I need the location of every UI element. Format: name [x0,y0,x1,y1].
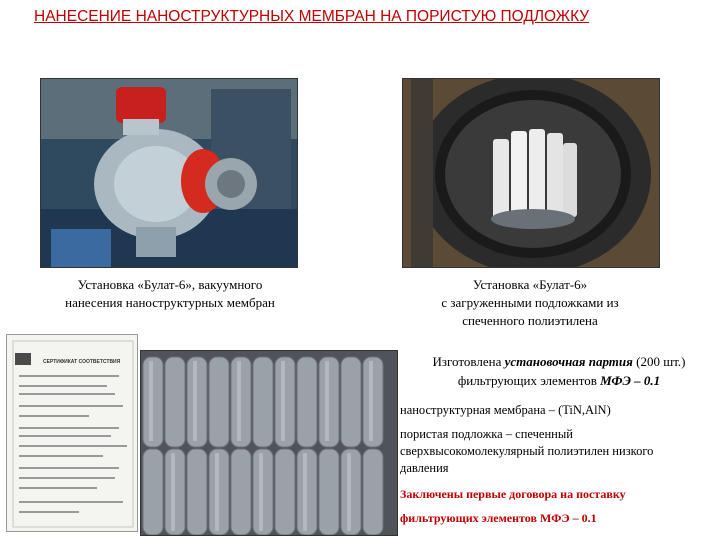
substrate-info: пористая подложка – спеченный сверхвысокомолекулярный полиэтилен низкого давления [400,427,654,475]
contracts-info [400,482,716,530]
left-photo-caption [20,276,320,312]
caption-line: Установка «Булат-6», вакуумного [77,277,263,292]
certificate-document-photo [6,334,138,532]
right-photo-caption [380,276,680,330]
batch-info [400,352,718,390]
vacuum-chamber-photo [402,78,660,268]
caption-line: спеченного полиэтилена [462,313,598,328]
batch-count: (200 шт.) [632,354,686,369]
certificate-heading: СЕРТИФИКАТ СООТВЕТСТВИЯ [43,359,121,365]
caption-line: Установка «Булат-6» [472,277,588,292]
batch-line2-emph: МФЭ – 0.1 [600,373,661,388]
caption-line: с загруженными подложками из [441,295,619,310]
contracts-line: фильтрующих элементов МФЭ – 0.1 [400,511,597,525]
batch-emph: установочная партия [504,354,633,369]
membrane-info: наноструктурная мембрана – (TiN,AlN) [400,403,611,417]
caption-line: нанесения наноструктурных мембран [65,295,275,310]
page-title: НАНЕСЕНИЕ НАНОСТРУКТУРНЫХ МЕМБРАН НА ПОРИСТУЮ ПОДЛОЖКУ [34,8,590,25]
batch-pre: Изготовлена [432,354,505,369]
filter-elements-stack-photo [140,350,398,536]
batch-line2-pre: фильтрующих элементов [457,373,601,388]
contracts-line: Заключены первые договора на поставку [400,487,626,501]
vacuum-installation-photo [40,78,298,268]
